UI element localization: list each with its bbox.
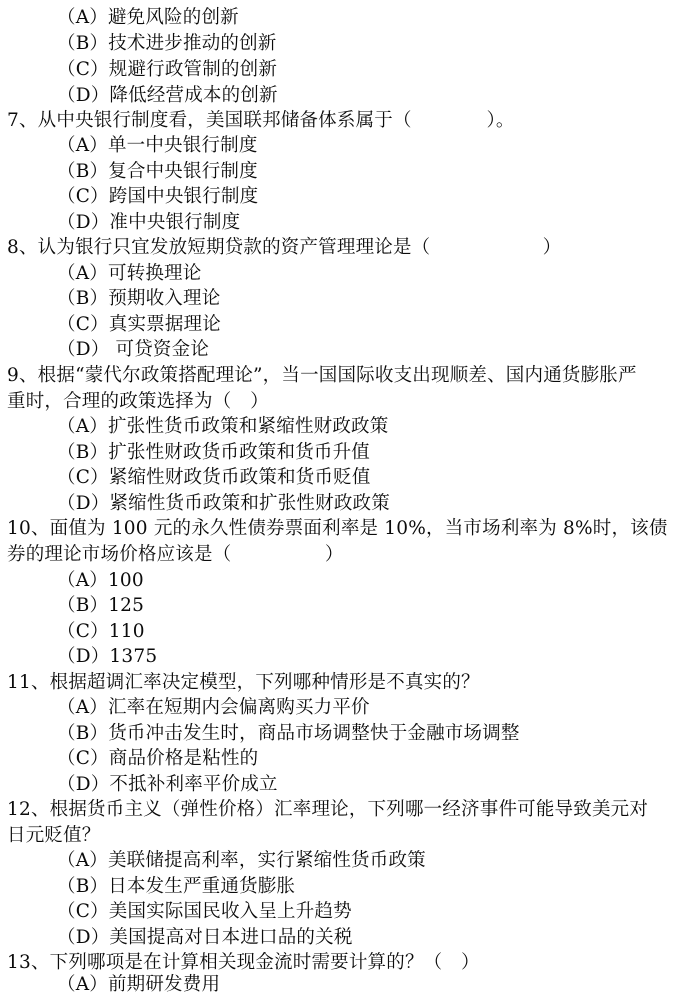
q10-option-d: （D）1375 <box>57 646 158 667</box>
q13-stem: 13、下列哪项是在计算相关现金流时需要计算的？（ ） <box>7 952 480 973</box>
q6-option-a: （A）避免风险的创新 <box>57 7 239 28</box>
q8-stem: 8、认为银行只宜发放短期贷款的资产管理理论是（ ） <box>7 237 562 258</box>
q11-option-b: （B）货币冲击发生时，商品市场调整快于金融市场调整 <box>57 723 520 744</box>
q8-option-c: （C）真实票据理论 <box>57 314 221 335</box>
q12-stem-line2: 日元贬值？ <box>7 825 101 846</box>
q8-option-a: （A）可转换理论 <box>57 263 202 284</box>
q12-option-c: （C）美国实际国民收入呈上升趋势 <box>57 901 352 922</box>
q11-option-d: （D）不抵补利率平价成立 <box>57 774 278 795</box>
q7-option-a: （A）单一中央银行制度 <box>57 135 258 156</box>
q8-option-b: （B）预期收入理论 <box>57 288 221 309</box>
q7-stem: 7、从中央银行制度看，美国联邦储备体系属于（ ）。 <box>7 110 515 131</box>
q10-stem-line2: 券的理论市场价格应该是（ ） <box>7 544 344 565</box>
q9-option-d: （D）紧缩性货币政策和扩张性财政政策 <box>57 493 390 514</box>
q12-option-b: （B）日本发生严重通货膨胀 <box>57 876 296 897</box>
q9-stem-line2: 重时，合理的政策选择为（ ） <box>7 391 269 412</box>
q12-option-d: （D）美国提高对日本进口品的关税 <box>57 927 353 948</box>
q8-option-d: （D） 可贷资金论 <box>57 339 210 360</box>
q9-option-c: （C）紧缩性财政货币政策和货币贬值 <box>57 467 371 488</box>
q7-option-b: （B）复合中央银行制度 <box>57 161 258 182</box>
q9-stem-line1: 9、根据“蒙代尔政策搭配理论”，当一国国际收支出现顺差、国内通货膨胀严 <box>7 365 637 386</box>
q9-option-a: （A）扩张性货币政策和紧缩性财政政策 <box>57 416 389 437</box>
q11-stem: 11、根据超调汇率决定模型，下列哪种情形是不真实的？ <box>7 672 480 693</box>
q12-option-a: （A）美联储提高利率，实行紧缩性货币政策 <box>57 850 426 871</box>
q11-option-a: （A）汇率在短期内会偏离购买力平价 <box>57 697 370 718</box>
q9-option-b: （B）扩张性财政货币政策和货币升值 <box>57 442 370 463</box>
q7-option-d: （D）准中央银行制度 <box>57 212 241 233</box>
q6-option-c: （C）规避行政管制的创新 <box>57 59 278 80</box>
q10-option-a: （A）100 <box>57 570 144 591</box>
q10-option-b: （B）125 <box>57 595 145 616</box>
q6-option-d: （D）降低经营成本的创新 <box>57 85 278 106</box>
q6-option-b: （B）技术进步推动的创新 <box>57 33 277 54</box>
q10-option-c: （C）110 <box>57 621 145 642</box>
q7-option-c: （C）跨国中央银行制度 <box>57 186 259 207</box>
q12-stem-line1: 12、根据货币主义（弹性价格）汇率理论，下列哪一经济事件可能导致美元对 <box>7 799 649 820</box>
q11-option-c: （C）商品价格是粘性的 <box>57 748 259 769</box>
q10-stem-line1: 10、面值为 100 元的永久性债券票面利率是 10%，当市场利率为 8%时，该债 <box>7 518 668 539</box>
q13-option-a: （A）前期研发费用 <box>57 974 221 995</box>
